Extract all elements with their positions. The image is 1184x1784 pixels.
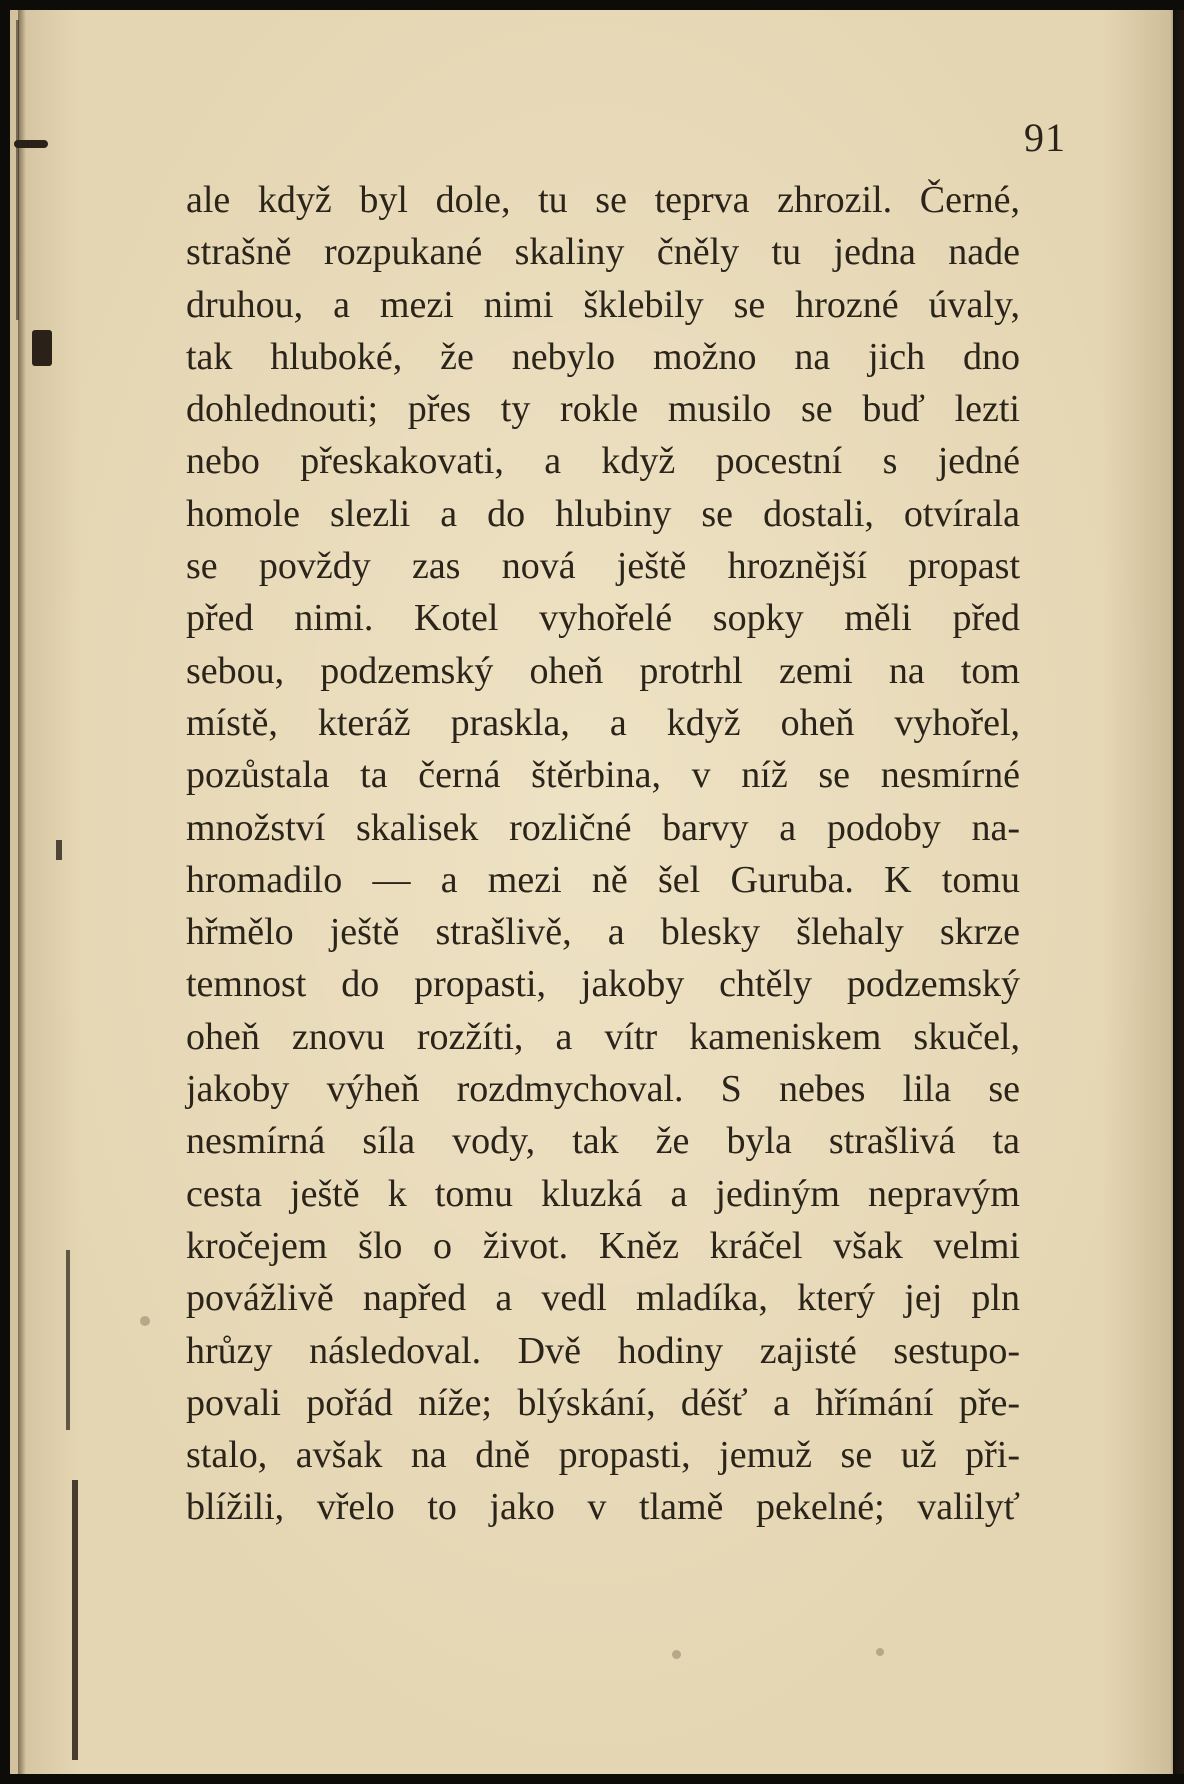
text-line: blížili, vřelo to jako v tlamě pekelné; valilyť <box>186 1486 1020 1529</box>
text-line: pozůstala ta černá štěrbina, v níž se nesmírné <box>186 754 1020 797</box>
text-line: před nimi. Kotel vyhořelé sopky měli před <box>186 597 1020 640</box>
text-line: stalo, avšak na dně propasti, jemuž se už při- <box>186 1434 1020 1477</box>
binding-gutter-shadow <box>18 10 26 1774</box>
text-line: strašně rozpukané skaliny čněly tu jedna nade <box>186 231 1020 274</box>
text-line: hrůzy následoval. Dvě hodiny zajisté sestupo- <box>186 1329 1020 1372</box>
text-line: cesta ještě k tomu kluzká a jediným nepravým <box>186 1172 1020 1215</box>
text-line: druhou, a mezi nimi šklebily se hrozné úvaly, <box>186 283 1020 326</box>
paper-speck <box>140 1316 150 1326</box>
text-line: hřmělo ještě strašlivě, a blesky šlehaly skrze <box>186 911 1020 954</box>
text-line: hromadilo — a mezi ně šel Guruba. K tomu <box>186 858 1020 901</box>
text-line: místě, kteráž praskla, a když oheň vyhořel, <box>186 701 1020 744</box>
text-line: dohlednouti; přes ty rokle musilo se buď lezti <box>186 388 1020 431</box>
paper-speck <box>876 1648 884 1656</box>
text-line: temnost do propasti, jakoby chtěly podzemský <box>186 963 1020 1006</box>
text-line: ale když byl dole, tu se teprva zhrozil. Černé, <box>186 179 1020 221</box>
paper-speck <box>672 1650 681 1659</box>
text-line: sebou, podzemský oheň protrhl zemi na tom <box>186 649 1020 692</box>
text-line: kročejem šlo o život. Kněz kráčel však velmi <box>186 1224 1020 1267</box>
text-line: množství skalisek rozličné barvy a podoby na- <box>186 806 1020 849</box>
text-line: tak hluboké, že nebylo možno na jich dno <box>186 335 1020 378</box>
page-number: 91 <box>1024 115 1066 160</box>
binding-mark <box>16 20 19 320</box>
body-text <box>186 174 1020 1534</box>
text-line: oheň znovu rozžíti, a vítr kameniskem skučel, <box>186 1015 1020 1058</box>
binding-mark <box>56 840 62 860</box>
text-line: nesmírná síla vody, tak že byla strašlivá ta <box>186 1120 1020 1163</box>
binding-mark <box>32 330 52 366</box>
binding-mark <box>66 1250 70 1430</box>
text-line: se povždy zas nová ještě hroznější propast <box>186 545 1020 588</box>
text-line: povali pořád níže; blýskání, déšť a hřímání pře- <box>186 1381 1020 1424</box>
binding-mark <box>72 1480 78 1760</box>
page-edge-shadow <box>1170 10 1184 1774</box>
text-line: nebo přeskakovati, a když pocestní s jedné <box>186 440 1020 483</box>
text-line: jakoby výheň rozdmychoval. S nebes lila se <box>186 1068 1020 1111</box>
text-line: povážlivě napřed a vedl mladíka, který jej pln <box>186 1277 1020 1320</box>
text-line: homole slezli a do hlubiny se dostali, otvírala <box>186 492 1020 535</box>
binding-mark <box>14 140 48 148</box>
